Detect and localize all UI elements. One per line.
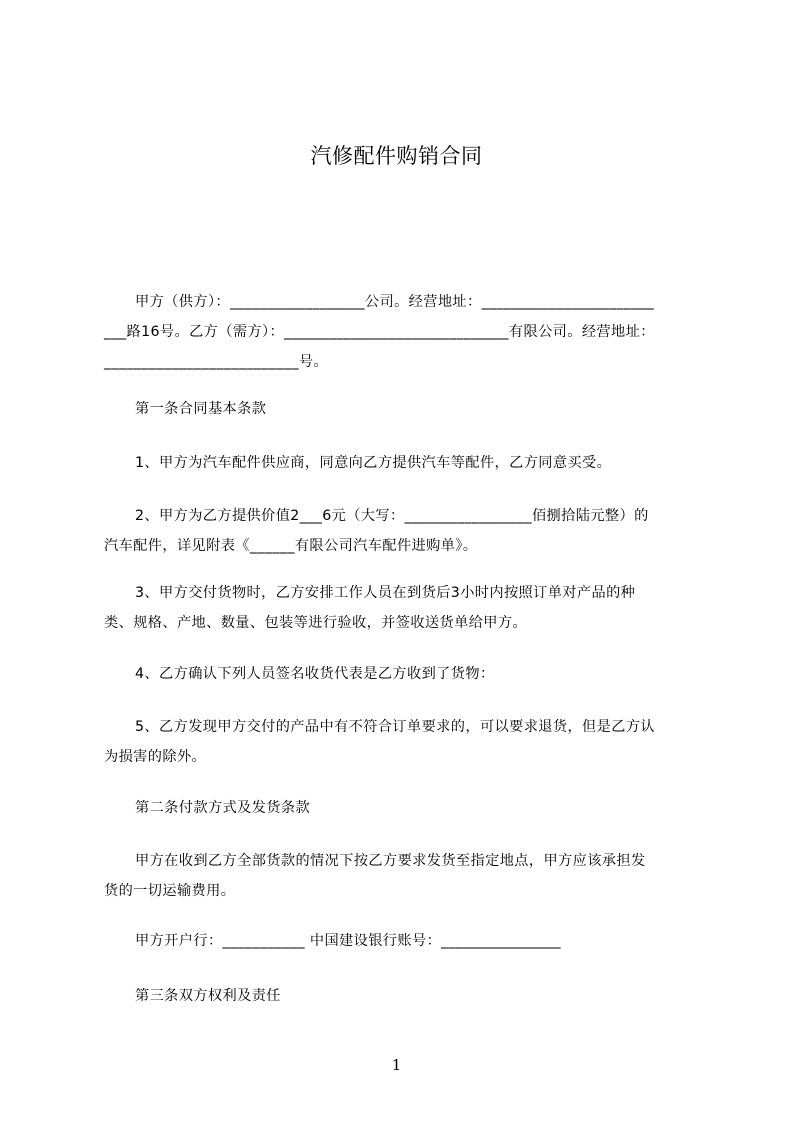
article-1-item-2-line-2: 汽车配件，详见附表《______有限公司汽车配件进购单》。 xyxy=(104,538,478,554)
article-1-item-2-line-1: 2、甲方为乙方提供价值2___6元（大写：_________________佰捌拾陆元整）的 xyxy=(135,508,649,524)
article-1-heading-text: 第一条合同基本条款 xyxy=(135,401,267,417)
article-2-paragraph-line-1: 甲方在收到乙方全部货款的情况下按乙方要求发货至指定地点，甲方应该承担发 xyxy=(135,853,646,869)
parties-line-3: __________________________号。 xyxy=(104,354,329,370)
article-1-item-4-text: 4、乙方确认下列人员签名收货代表是乙方收到了货物： xyxy=(135,666,495,682)
article-1-item-5-line-1: 5、乙方发现甲方交付的产品中有不符合订单要求的，可以要求退货，但是乙方认 xyxy=(135,719,655,735)
article-1-item-2 xyxy=(104,501,704,561)
parties-line-1: 甲方（供方）：__________________公司。经营地址：_______________________ xyxy=(135,294,654,310)
contract-title: 汽修配件购销合同 xyxy=(310,144,483,168)
article-1-item-3 xyxy=(104,578,704,638)
article-3-heading xyxy=(104,981,704,1011)
article-1-item-3-line-2: 类、规格、产地、数量、包装等进行验收，并签收送货单给甲方。 xyxy=(104,615,528,631)
bank-info-text: 甲方开户行：___________ 中国建设银行账号：________________ xyxy=(135,933,562,949)
parties-paragraph xyxy=(104,287,704,377)
article-3-heading-text: 第三条双方权利及责任 xyxy=(135,988,281,1004)
article-2-paragraph xyxy=(104,846,704,906)
article-1-item-1-text: 1、甲方为汽车配件供应商，同意向乙方提供汽车等配件，乙方同意买受。 xyxy=(135,455,612,471)
article-1-item-5-line-2: 为损害的除外。 xyxy=(104,749,207,765)
parties-line-2: ___路16号。乙方（需方）：______________________________有限公司。经营地址： xyxy=(104,324,655,340)
article-1-item-1 xyxy=(104,448,704,478)
article-2-paragraph-line-2: 货的一切运输费用。 xyxy=(104,883,236,899)
article-1-item-4 xyxy=(104,659,704,689)
page-number: 1 xyxy=(391,1056,402,1074)
article-1-item-3-line-1: 3、甲方交付货物时，乙方安排工作人员在到货后3小时内按照订单对产品的种 xyxy=(135,585,636,601)
bank-info-line xyxy=(104,926,704,956)
article-1-heading xyxy=(104,394,704,424)
article-1-item-5 xyxy=(104,712,704,772)
article-2-heading xyxy=(104,793,704,823)
article-2-heading-text: 第二条付款方式及发货条款 xyxy=(135,800,311,816)
